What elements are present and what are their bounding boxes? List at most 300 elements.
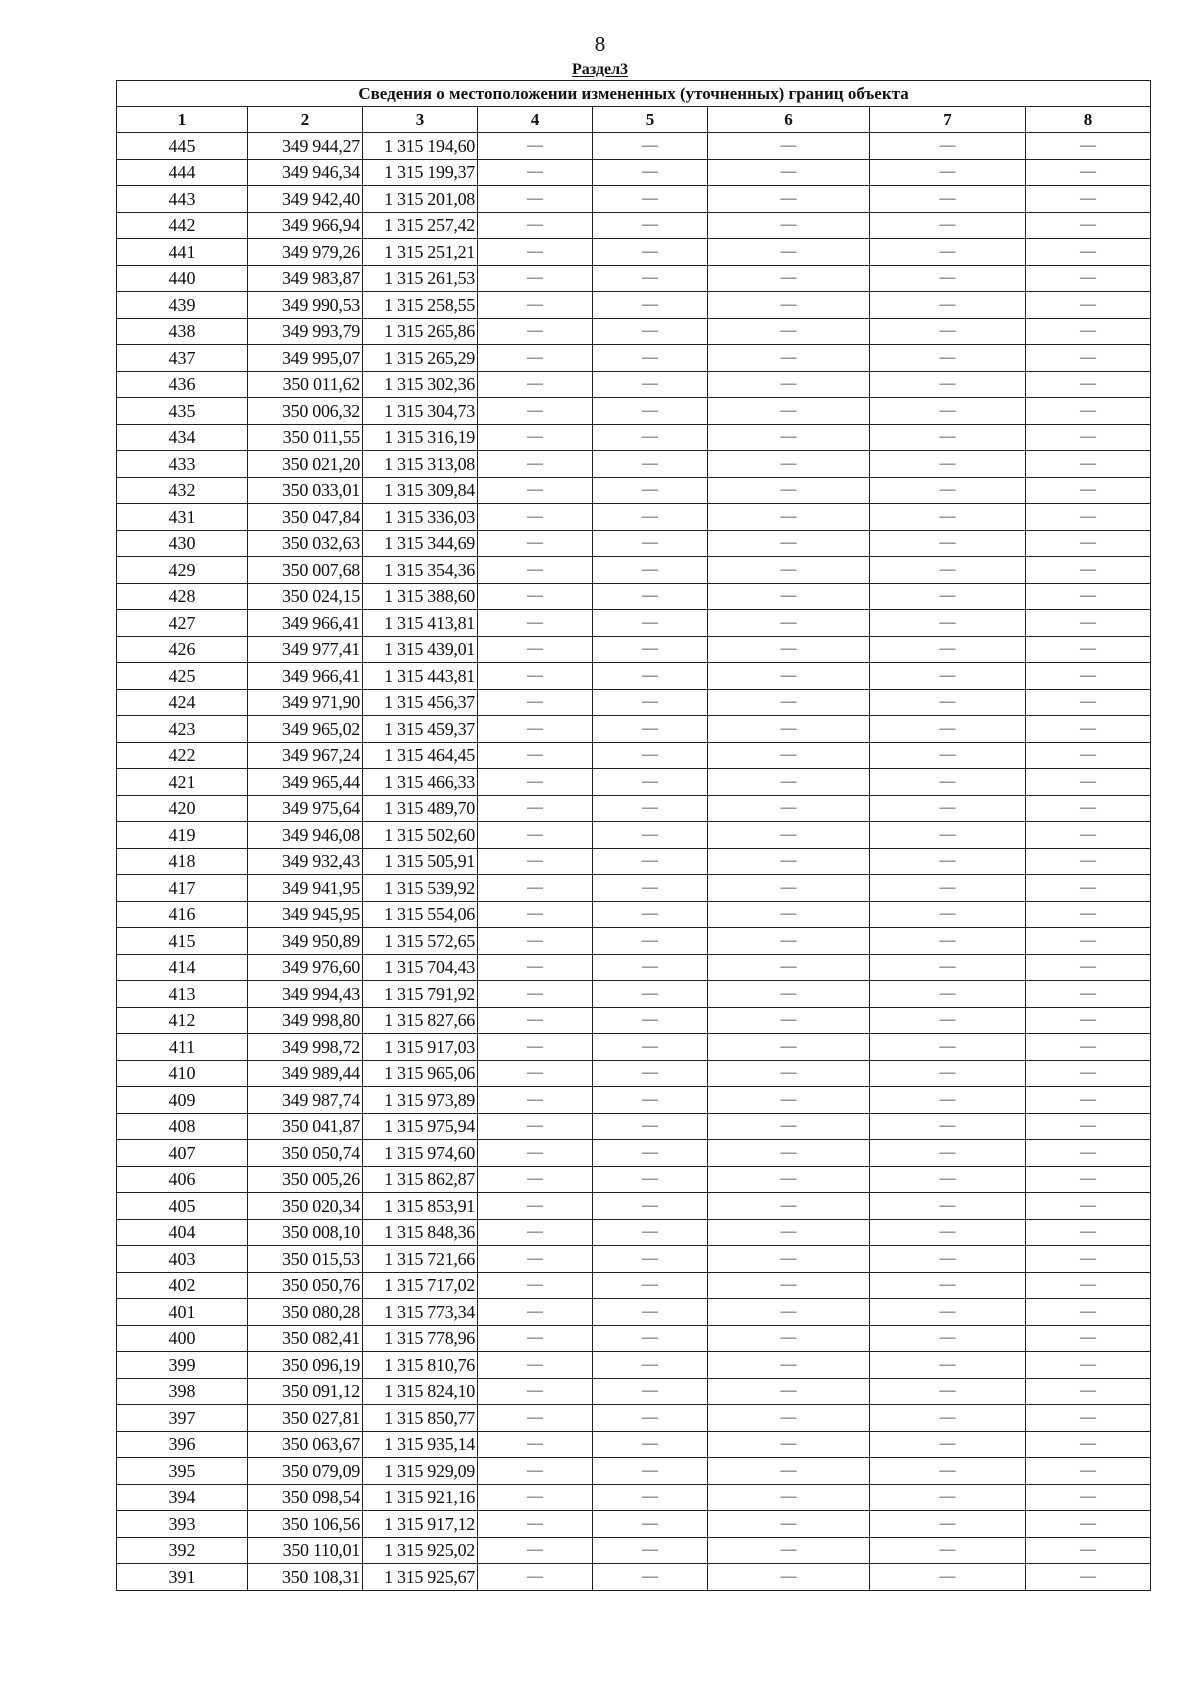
point-number-cell: 441 <box>117 239 248 266</box>
point-number-cell: 432 <box>117 477 248 504</box>
x-coordinate-cell: 349 995,07 <box>248 345 363 372</box>
y-coordinate-cell: 1 315 304,73 <box>363 398 478 425</box>
empty-cell: — <box>593 1325 708 1352</box>
empty-cell: — <box>593 610 708 637</box>
empty-cell: — <box>478 1272 593 1299</box>
x-coordinate-cell: 350 033,01 <box>248 477 363 504</box>
y-coordinate-cell: 1 315 965,06 <box>363 1060 478 1087</box>
x-coordinate-cell: 349 941,95 <box>248 875 363 902</box>
point-number-cell: 429 <box>117 557 248 584</box>
x-coordinate-cell: 349 998,80 <box>248 1007 363 1034</box>
table-row <box>117 1087 1151 1114</box>
point-number-cell: 410 <box>117 1060 248 1087</box>
y-coordinate-cell: 1 315 850,77 <box>363 1405 478 1432</box>
empty-cell: — <box>870 265 1026 292</box>
x-coordinate-cell: 350 050,74 <box>248 1140 363 1167</box>
empty-cell: — <box>870 1034 1026 1061</box>
empty-cell: — <box>478 1325 593 1352</box>
empty-cell: — <box>1026 1511 1151 1538</box>
empty-cell: — <box>1026 795 1151 822</box>
empty-cell: — <box>1026 875 1151 902</box>
table-row <box>117 265 1151 292</box>
point-number-cell: 434 <box>117 424 248 451</box>
empty-cell: — <box>478 557 593 584</box>
empty-cell: — <box>478 292 593 319</box>
x-coordinate-cell: 349 990,53 <box>248 292 363 319</box>
table-row <box>117 848 1151 875</box>
point-number-cell: 406 <box>117 1166 248 1193</box>
table-row <box>117 875 1151 902</box>
empty-cell: — <box>478 504 593 531</box>
empty-cell: — <box>478 371 593 398</box>
empty-cell: — <box>870 1325 1026 1352</box>
empty-cell: — <box>593 795 708 822</box>
column-number-5: 5 <box>593 107 708 133</box>
empty-cell: — <box>478 451 593 478</box>
y-coordinate-cell: 1 315 827,66 <box>363 1007 478 1034</box>
column-number-1: 1 <box>117 107 248 133</box>
empty-cell: — <box>593 1140 708 1167</box>
point-number-cell: 428 <box>117 583 248 610</box>
empty-cell: — <box>593 1113 708 1140</box>
point-number-cell: 414 <box>117 954 248 981</box>
empty-cell: — <box>1026 424 1151 451</box>
empty-cell: — <box>593 1537 708 1564</box>
empty-cell: — <box>1026 1034 1151 1061</box>
empty-cell: — <box>708 1352 870 1379</box>
y-coordinate-cell: 1 315 929,09 <box>363 1458 478 1485</box>
empty-cell: — <box>593 716 708 743</box>
empty-cell: — <box>1026 1378 1151 1405</box>
y-coordinate-cell: 1 315 489,70 <box>363 795 478 822</box>
empty-cell: — <box>478 848 593 875</box>
y-coordinate-cell: 1 315 917,03 <box>363 1034 478 1061</box>
table-row <box>117 557 1151 584</box>
table-title: Сведения о местоположении измененных (уточненных) границ объекта <box>117 81 1151 107</box>
empty-cell: — <box>593 212 708 239</box>
empty-cell: — <box>708 1166 870 1193</box>
empty-cell: — <box>870 1405 1026 1432</box>
empty-cell: — <box>1026 530 1151 557</box>
table-row <box>117 636 1151 663</box>
empty-cell: — <box>870 212 1026 239</box>
table-row <box>117 1325 1151 1352</box>
table-row <box>117 1113 1151 1140</box>
point-number-cell: 409 <box>117 1087 248 1114</box>
point-number-cell: 440 <box>117 265 248 292</box>
empty-cell: — <box>870 1564 1026 1591</box>
empty-cell: — <box>870 769 1026 796</box>
empty-cell: — <box>478 1352 593 1379</box>
column-number-2: 2 <box>248 107 363 133</box>
empty-cell: — <box>593 769 708 796</box>
empty-cell: — <box>708 1299 870 1326</box>
empty-cell: — <box>870 1378 1026 1405</box>
point-number-cell: 411 <box>117 1034 248 1061</box>
empty-cell: — <box>708 292 870 319</box>
table-row <box>117 1166 1151 1193</box>
empty-cell: — <box>870 477 1026 504</box>
x-coordinate-cell: 350 106,56 <box>248 1511 363 1538</box>
y-coordinate-cell: 1 315 773,34 <box>363 1299 478 1326</box>
column-number-4: 4 <box>478 107 593 133</box>
point-number-cell: 436 <box>117 371 248 398</box>
point-number-cell: 403 <box>117 1246 248 1273</box>
empty-cell: — <box>870 1140 1026 1167</box>
y-coordinate-cell: 1 315 257,42 <box>363 212 478 239</box>
empty-cell: — <box>708 1564 870 1591</box>
empty-cell: — <box>1026 1564 1151 1591</box>
x-coordinate-cell: 350 006,32 <box>248 398 363 425</box>
empty-cell: — <box>593 1511 708 1538</box>
table-row <box>117 1458 1151 1485</box>
table-row <box>117 795 1151 822</box>
point-number-cell: 424 <box>117 689 248 716</box>
x-coordinate-cell: 350 063,67 <box>248 1431 363 1458</box>
point-number-cell: 415 <box>117 928 248 955</box>
empty-cell: — <box>708 981 870 1008</box>
empty-cell: — <box>478 1166 593 1193</box>
point-number-cell: 412 <box>117 1007 248 1034</box>
empty-cell: — <box>1026 1140 1151 1167</box>
x-coordinate-cell: 349 946,34 <box>248 159 363 186</box>
table-row <box>117 1034 1151 1061</box>
column-number-3: 3 <box>363 107 478 133</box>
table-row <box>117 583 1151 610</box>
empty-cell: — <box>708 1272 870 1299</box>
empty-cell: — <box>593 371 708 398</box>
y-coordinate-cell: 1 315 721,66 <box>363 1246 478 1273</box>
empty-cell: — <box>708 212 870 239</box>
y-coordinate-cell: 1 315 265,29 <box>363 345 478 372</box>
empty-cell: — <box>593 477 708 504</box>
empty-cell: — <box>593 239 708 266</box>
empty-cell: — <box>593 1405 708 1432</box>
empty-cell: — <box>478 133 593 160</box>
table-row <box>117 371 1151 398</box>
empty-cell: — <box>708 795 870 822</box>
empty-cell: — <box>708 265 870 292</box>
table-row <box>117 239 1151 266</box>
y-coordinate-cell: 1 315 717,02 <box>363 1272 478 1299</box>
empty-cell: — <box>1026 1299 1151 1326</box>
point-number-cell: 442 <box>117 212 248 239</box>
point-number-cell: 398 <box>117 1378 248 1405</box>
table-row <box>117 530 1151 557</box>
empty-cell: — <box>593 1564 708 1591</box>
empty-cell: — <box>1026 981 1151 1008</box>
empty-cell: — <box>1026 663 1151 690</box>
empty-cell: — <box>1026 583 1151 610</box>
empty-cell: — <box>870 424 1026 451</box>
x-coordinate-cell: 350 110,01 <box>248 1537 363 1564</box>
y-coordinate-cell: 1 315 464,45 <box>363 742 478 769</box>
empty-cell: — <box>708 133 870 160</box>
empty-cell: — <box>1026 1272 1151 1299</box>
empty-cell: — <box>478 1193 593 1220</box>
empty-cell: — <box>870 1431 1026 1458</box>
empty-cell: — <box>870 1219 1026 1246</box>
empty-cell: — <box>478 477 593 504</box>
column-number-row <box>117 107 1151 133</box>
empty-cell: — <box>870 451 1026 478</box>
empty-cell: — <box>708 1246 870 1273</box>
empty-cell: — <box>1026 1405 1151 1432</box>
empty-cell: — <box>1026 212 1151 239</box>
empty-cell: — <box>593 557 708 584</box>
y-coordinate-cell: 1 315 704,43 <box>363 954 478 981</box>
empty-cell: — <box>870 371 1026 398</box>
empty-cell: — <box>870 530 1026 557</box>
empty-cell: — <box>593 689 708 716</box>
empty-cell: — <box>593 1219 708 1246</box>
empty-cell: — <box>708 504 870 531</box>
x-coordinate-cell: 350 024,15 <box>248 583 363 610</box>
section-label: Раздел3 <box>571 61 629 78</box>
empty-cell: — <box>478 716 593 743</box>
point-number-cell: 422 <box>117 742 248 769</box>
empty-cell: — <box>708 318 870 345</box>
empty-cell: — <box>593 186 708 213</box>
point-number-cell: 443 <box>117 186 248 213</box>
y-coordinate-cell: 1 315 554,06 <box>363 901 478 928</box>
empty-cell: — <box>478 663 593 690</box>
empty-cell: — <box>593 928 708 955</box>
empty-cell: — <box>1026 822 1151 849</box>
empty-cell: — <box>1026 1484 1151 1511</box>
x-coordinate-cell: 349 971,90 <box>248 689 363 716</box>
empty-cell: — <box>593 345 708 372</box>
empty-cell: — <box>478 1246 593 1273</box>
empty-cell: — <box>593 954 708 981</box>
empty-cell: — <box>593 424 708 451</box>
table-row <box>117 1405 1151 1432</box>
empty-cell: — <box>1026 1537 1151 1564</box>
empty-cell: — <box>870 981 1026 1008</box>
table-row <box>117 742 1151 769</box>
empty-cell: — <box>708 1458 870 1485</box>
empty-cell: — <box>708 822 870 849</box>
table-row <box>117 1352 1151 1379</box>
table-row <box>117 1193 1151 1220</box>
empty-cell: — <box>1026 451 1151 478</box>
point-number-cell: 419 <box>117 822 248 849</box>
x-coordinate-cell: 350 108,31 <box>248 1564 363 1591</box>
point-number-cell: 395 <box>117 1458 248 1485</box>
point-number-cell: 427 <box>117 610 248 637</box>
y-coordinate-cell: 1 315 194,60 <box>363 133 478 160</box>
empty-cell: — <box>870 1458 1026 1485</box>
table-row <box>117 901 1151 928</box>
empty-cell: — <box>1026 371 1151 398</box>
x-coordinate-cell: 350 047,84 <box>248 504 363 531</box>
empty-cell: — <box>1026 133 1151 160</box>
point-number-cell: 421 <box>117 769 248 796</box>
empty-cell: — <box>478 742 593 769</box>
column-number-6: 6 <box>708 107 870 133</box>
point-number-cell: 430 <box>117 530 248 557</box>
y-coordinate-cell: 1 315 388,60 <box>363 583 478 610</box>
empty-cell: — <box>593 1378 708 1405</box>
page-number: 8 <box>594 32 606 56</box>
y-coordinate-cell: 1 315 466,33 <box>363 769 478 796</box>
point-number-cell: 439 <box>117 292 248 319</box>
y-coordinate-cell: 1 315 309,84 <box>363 477 478 504</box>
empty-cell: — <box>593 133 708 160</box>
empty-cell: — <box>708 583 870 610</box>
empty-cell: — <box>593 742 708 769</box>
empty-cell: — <box>478 1087 593 1114</box>
empty-cell: — <box>708 1113 870 1140</box>
empty-cell: — <box>708 186 870 213</box>
y-coordinate-cell: 1 315 921,16 <box>363 1484 478 1511</box>
x-coordinate-cell: 349 998,72 <box>248 1034 363 1061</box>
x-coordinate-cell: 349 994,43 <box>248 981 363 1008</box>
empty-cell: — <box>593 1458 708 1485</box>
empty-cell: — <box>478 1007 593 1034</box>
empty-cell: — <box>1026 769 1151 796</box>
point-number-cell: 397 <box>117 1405 248 1432</box>
empty-cell: — <box>870 1272 1026 1299</box>
y-coordinate-cell: 1 315 258,55 <box>363 292 478 319</box>
empty-cell: — <box>478 1113 593 1140</box>
empty-cell: — <box>870 901 1026 928</box>
empty-cell: — <box>593 159 708 186</box>
empty-cell: — <box>478 1564 593 1591</box>
empty-cell: — <box>708 716 870 743</box>
empty-cell: — <box>478 318 593 345</box>
x-coordinate-cell: 350 096,19 <box>248 1352 363 1379</box>
empty-cell: — <box>870 1007 1026 1034</box>
empty-cell: — <box>1026 477 1151 504</box>
empty-cell: — <box>478 424 593 451</box>
empty-cell: — <box>1026 239 1151 266</box>
empty-cell: — <box>1026 848 1151 875</box>
y-coordinate-cell: 1 315 791,92 <box>363 981 478 1008</box>
empty-cell: — <box>478 928 593 955</box>
empty-cell: — <box>478 1378 593 1405</box>
x-coordinate-cell: 350 011,55 <box>248 424 363 451</box>
x-coordinate-cell: 350 021,20 <box>248 451 363 478</box>
point-number-cell: 400 <box>117 1325 248 1352</box>
x-coordinate-cell: 350 020,34 <box>248 1193 363 1220</box>
empty-cell: — <box>478 239 593 266</box>
empty-cell: — <box>708 398 870 425</box>
empty-cell: — <box>708 769 870 796</box>
empty-cell: — <box>593 1087 708 1114</box>
table-row <box>117 1378 1151 1405</box>
empty-cell: — <box>870 1166 1026 1193</box>
empty-cell: — <box>1026 742 1151 769</box>
table-row <box>117 1511 1151 1538</box>
empty-cell: — <box>708 557 870 584</box>
x-coordinate-cell: 349 979,26 <box>248 239 363 266</box>
empty-cell: — <box>708 901 870 928</box>
empty-cell: — <box>1026 1193 1151 1220</box>
empty-cell: — <box>593 1299 708 1326</box>
empty-cell: — <box>870 1087 1026 1114</box>
x-coordinate-cell: 350 011,62 <box>248 371 363 398</box>
empty-cell: — <box>593 530 708 557</box>
column-number-8: 8 <box>1026 107 1151 133</box>
table-row <box>117 1246 1151 1273</box>
point-number-cell: 392 <box>117 1537 248 1564</box>
point-number-cell: 438 <box>117 318 248 345</box>
table-row <box>117 504 1151 531</box>
empty-cell: — <box>478 212 593 239</box>
empty-cell: — <box>870 398 1026 425</box>
empty-cell: — <box>870 636 1026 663</box>
empty-cell: — <box>478 822 593 849</box>
empty-cell: — <box>593 1060 708 1087</box>
empty-cell: — <box>1026 901 1151 928</box>
empty-cell: — <box>593 1246 708 1273</box>
empty-cell: — <box>1026 1087 1151 1114</box>
point-number-cell: 391 <box>117 1564 248 1591</box>
y-coordinate-cell: 1 315 848,36 <box>363 1219 478 1246</box>
empty-cell: — <box>870 875 1026 902</box>
empty-cell: — <box>870 345 1026 372</box>
empty-cell: — <box>708 636 870 663</box>
empty-cell: — <box>1026 1458 1151 1485</box>
point-number-cell: 418 <box>117 848 248 875</box>
empty-cell: — <box>478 1140 593 1167</box>
x-coordinate-cell: 350 098,54 <box>248 1484 363 1511</box>
empty-cell: — <box>1026 265 1151 292</box>
empty-cell: — <box>870 1299 1026 1326</box>
point-number-cell: 408 <box>117 1113 248 1140</box>
empty-cell: — <box>870 557 1026 584</box>
table-row <box>117 1431 1151 1458</box>
x-coordinate-cell: 350 080,28 <box>248 1299 363 1326</box>
empty-cell: — <box>708 1140 870 1167</box>
empty-cell: — <box>593 1352 708 1379</box>
empty-cell: — <box>870 954 1026 981</box>
table-row <box>117 610 1151 637</box>
table-row <box>117 981 1151 1008</box>
empty-cell: — <box>870 292 1026 319</box>
empty-cell: — <box>708 345 870 372</box>
empty-cell: — <box>478 159 593 186</box>
y-coordinate-cell: 1 315 201,08 <box>363 186 478 213</box>
x-coordinate-cell: 350 041,87 <box>248 1113 363 1140</box>
y-coordinate-cell: 1 315 917,12 <box>363 1511 478 1538</box>
y-coordinate-cell: 1 315 505,91 <box>363 848 478 875</box>
empty-cell: — <box>870 1113 1026 1140</box>
point-number-cell: 420 <box>117 795 248 822</box>
empty-cell: — <box>708 424 870 451</box>
empty-cell: — <box>1026 1325 1151 1352</box>
empty-cell: — <box>870 583 1026 610</box>
empty-cell: — <box>478 689 593 716</box>
y-coordinate-cell: 1 315 975,94 <box>363 1113 478 1140</box>
table-row <box>117 477 1151 504</box>
table-row <box>117 451 1151 478</box>
empty-cell: — <box>593 1431 708 1458</box>
y-coordinate-cell: 1 315 265,86 <box>363 318 478 345</box>
empty-cell: — <box>870 1246 1026 1273</box>
empty-cell: — <box>593 1193 708 1220</box>
x-coordinate-cell: 349 932,43 <box>248 848 363 875</box>
table-row <box>117 292 1151 319</box>
table-row <box>117 1537 1151 1564</box>
table-row <box>117 159 1151 186</box>
point-number-cell: 431 <box>117 504 248 531</box>
point-number-cell: 433 <box>117 451 248 478</box>
x-coordinate-cell: 349 989,44 <box>248 1060 363 1087</box>
point-number-cell: 435 <box>117 398 248 425</box>
point-number-cell: 416 <box>117 901 248 928</box>
